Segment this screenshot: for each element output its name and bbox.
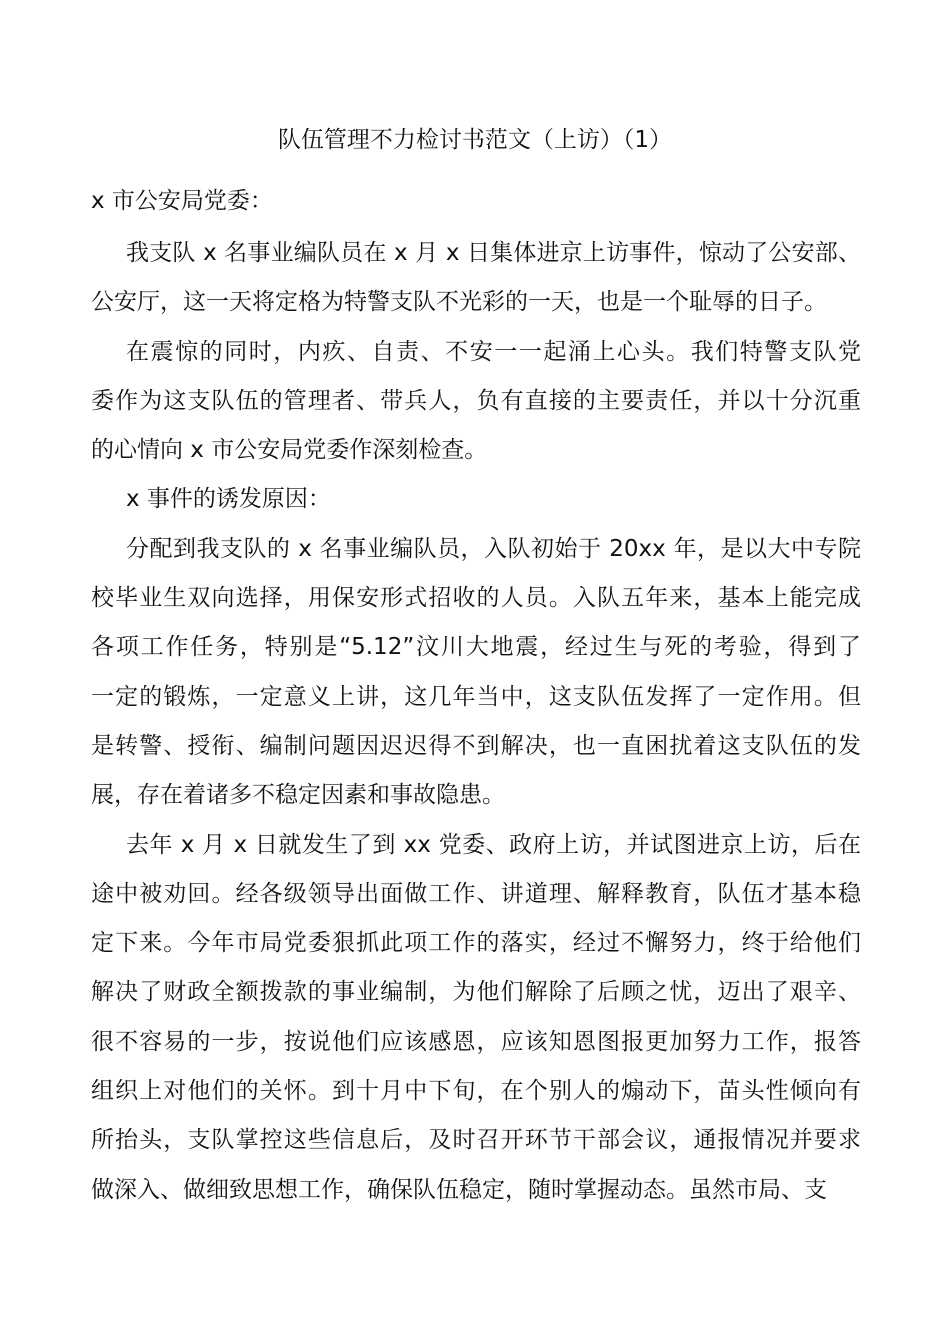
paragraph-line: 一定的锻炼，一定意义上讲，这几年当中，这支队伍发挥了一定作用。但: [91, 683, 861, 710]
paragraph-line: 定下来。今年市局党委狠抓此项工作的落实，经过不懈努力，终于给他们: [91, 930, 861, 957]
paragraph-line: 解决了财政全额拨款的事业编制，为他们解除了后顾之忧，迈出了艰辛、: [91, 979, 861, 1006]
paragraph-line: 各项工作任务，特别是“5.12”汶川大地震，经过生与死的考验，得到了: [91, 634, 861, 661]
paragraph-line: 途中被劝回。经各级领导出面做工作、讲道理、解释教育，队伍才基本稳: [91, 880, 861, 907]
paragraph-line: 是转警、授衔、编制问题因迟迟得不到解决，也一直困扰着这支队伍的发: [91, 732, 861, 759]
paragraph: [91, 525, 861, 821]
paragraph-line: 公安厅，这一天将定格为特警支队不光彩的一天，也是一个耻辱的日子。: [91, 289, 827, 316]
paragraph-line: x 事件的诱发原因：: [126, 486, 331, 513]
paragraph-line: 展，存在着诸多不稳定因素和事故隐患。: [91, 782, 505, 809]
paragraph: [91, 328, 861, 476]
paragraph-line: 做深入、做细致思想工作，确保队伍稳定，随时掌握动态。虽然市局、支: [91, 1176, 827, 1203]
paragraph: [91, 821, 861, 1215]
document-title: 队伍管理不力检讨书范文（上访）（1）: [277, 127, 673, 153]
salutation: x 市公安局党委：: [91, 188, 273, 214]
document-body: [91, 229, 861, 1215]
paragraph-line: 我支队 x 名事业编队员在 x 月 x 日集体进京上访事件，惊动了公安部、: [126, 240, 861, 266]
paragraph: [91, 475, 861, 524]
paragraph-line: 分配到我支队的 x 名事业编队员，入队初始于 20xx 年，是以大中专院: [126, 535, 861, 562]
paragraph: [91, 229, 861, 328]
paragraph-line: 校毕业生双向选择，用保安形式招收的人员。入队五年来，基本上能完成: [91, 585, 861, 612]
paragraph-line: 委作为这支队伍的管理者、带兵人，负有直接的主要责任，并以十分沉重: [91, 387, 861, 414]
paragraph-line: 所抬头，支队掌控这些信息后，及时召开环节干部会议，通报情况并要求: [91, 1127, 861, 1154]
paragraph-line: 的心情向 x 市公安局党委作深刻检查。: [91, 437, 488, 464]
paragraph-line: 组织上对他们的关怀。到十月中下旬，在个别人的煽动下，苗头性倾向有: [91, 1078, 861, 1105]
paragraph-line: 很不容易的一步，按说他们应该感恩，应该知恩图报更加努力工作，报答: [91, 1028, 861, 1055]
paragraph-line: 去年 x 月 x 日就发生了到 xx 党委、政府上访，并试图进京上访，后在: [126, 831, 861, 858]
paragraph-line: 在震惊的同时，内疚、自责、不安一一起涌上心头。我们特警支队党: [126, 338, 861, 365]
